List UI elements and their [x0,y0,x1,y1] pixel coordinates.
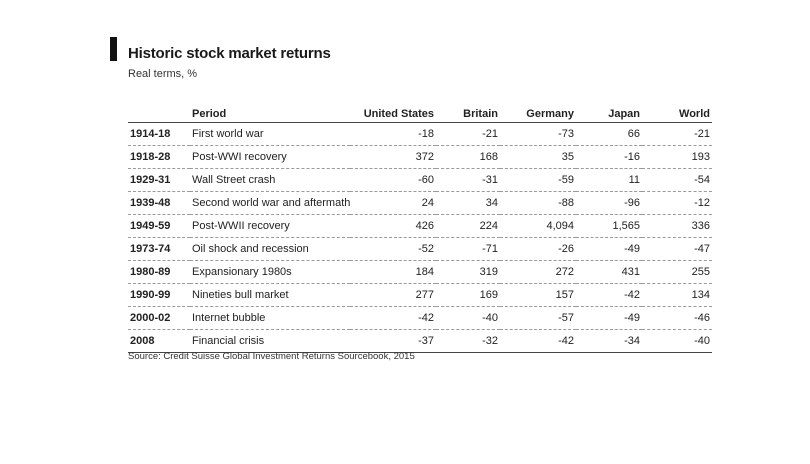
cell-britain: 34 [436,192,500,215]
cell-united-states: 184 [350,261,436,284]
cell-britain: 224 [436,215,500,238]
cell-germany: -57 [500,307,576,330]
cell-united-states: -52 [350,238,436,261]
cell-world: 336 [642,215,712,238]
table-row [128,192,712,215]
cell-britain: -32 [436,330,500,353]
table-row [128,215,712,238]
cell-germany: 157 [500,284,576,307]
header-britain: Britain [436,100,500,123]
chart-subtitle: Real terms, % [128,68,198,80]
cell-united-states: -42 [350,307,436,330]
cell-years: 1949-59 [128,215,190,238]
cell-world: -12 [642,192,712,215]
cell-united-states: -37 [350,330,436,353]
cell-britain: -71 [436,238,500,261]
cell-period: Expansionary 1980s [190,261,350,284]
cell-united-states: -60 [350,169,436,192]
cell-britain: -31 [436,169,500,192]
cell-united-states: -18 [350,123,436,146]
cell-period: Nineties bull market [190,284,350,307]
cell-world: 193 [642,146,712,169]
title-accent-bar [110,37,117,61]
table-row [128,330,712,353]
cell-world: 255 [642,261,712,284]
cell-world: -54 [642,169,712,192]
cell-period: First world war [190,123,350,146]
cell-years: 2000-02 [128,307,190,330]
cell-years: 1929-31 [128,169,190,192]
cell-years: 2008 [128,330,190,353]
cell-britain: 319 [436,261,500,284]
cell-period: Second world war and aftermath [190,192,350,215]
chart-title: Historic stock market returns [128,45,331,62]
cell-period: Wall Street crash [190,169,350,192]
cell-period: Post-WWI recovery [190,146,350,169]
cell-japan: 1,565 [576,215,642,238]
table-header [128,100,712,123]
cell-britain: 168 [436,146,500,169]
table-row [128,238,712,261]
cell-germany: -88 [500,192,576,215]
table-row [128,307,712,330]
cell-period: Oil shock and recession [190,238,350,261]
cell-japan: -42 [576,284,642,307]
cell-germany: 4,094 [500,215,576,238]
cell-germany: -26 [500,238,576,261]
cell-japan: -96 [576,192,642,215]
cell-japan: 66 [576,123,642,146]
cell-britain: -21 [436,123,500,146]
table-body [128,123,712,353]
cell-japan: -49 [576,307,642,330]
cell-years: 1914-18 [128,123,190,146]
cell-japan: 11 [576,169,642,192]
cell-germany: 272 [500,261,576,284]
cell-world: -46 [642,307,712,330]
cell-germany: -42 [500,330,576,353]
table-row [128,261,712,284]
returns-table [128,100,712,353]
cell-britain: -40 [436,307,500,330]
cell-years: 1980-89 [128,261,190,284]
cell-japan: -49 [576,238,642,261]
header-japan: Japan [576,100,642,123]
cell-united-states: 24 [350,192,436,215]
cell-years: 1973-74 [128,238,190,261]
cell-germany: 35 [500,146,576,169]
header-germany: Germany [500,100,576,123]
cell-japan: -34 [576,330,642,353]
cell-united-states: 277 [350,284,436,307]
cell-period: Internet bubble [190,307,350,330]
cell-years: 1990-99 [128,284,190,307]
header-period: Period [190,100,350,123]
table-row [128,123,712,146]
cell-united-states: 372 [350,146,436,169]
cell-world: -40 [642,330,712,353]
table-row [128,146,712,169]
header-world: World [642,100,712,123]
cell-germany: -73 [500,123,576,146]
cell-britain: 169 [436,284,500,307]
cell-years: 1918-28 [128,146,190,169]
cell-period: Post-WWII recovery [190,215,350,238]
header-row [128,100,712,123]
cell-world: -47 [642,238,712,261]
cell-world: -21 [642,123,712,146]
cell-period: Financial crisis [190,330,350,353]
cell-world: 134 [642,284,712,307]
cell-years: 1939-48 [128,192,190,215]
cell-japan: -16 [576,146,642,169]
header-years [128,100,190,123]
table-row [128,169,712,192]
cell-japan: 431 [576,261,642,284]
returns-table-container [128,100,710,353]
cell-united-states: 426 [350,215,436,238]
cell-germany: -59 [500,169,576,192]
header-united-states: United States [350,100,436,123]
table-row [128,284,712,307]
source-note: Source: Credit Suisse Global Investment Returns Sourcebook, 2015 [128,351,415,362]
